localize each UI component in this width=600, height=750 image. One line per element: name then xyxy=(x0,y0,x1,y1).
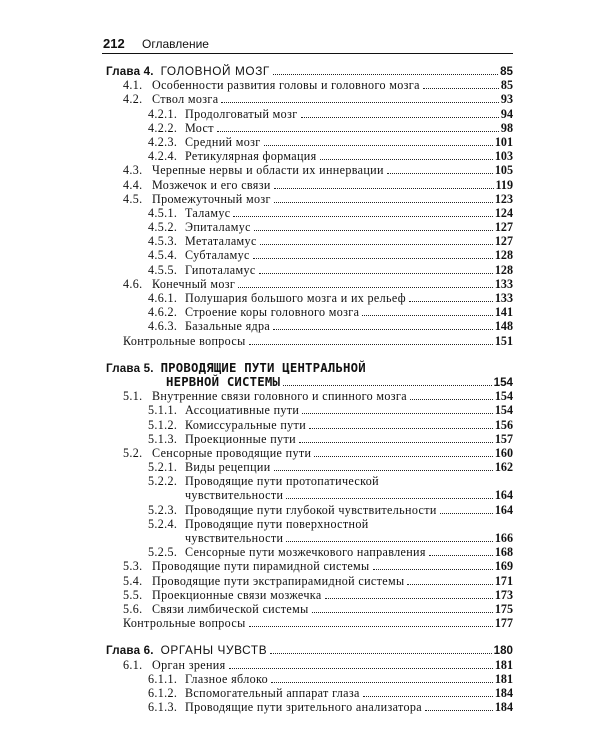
toc-text: Проводящие пути поверхностной xyxy=(185,516,369,531)
toc-entry-4-2-4[interactable] xyxy=(106,149,513,163)
toc-code: 5.4. xyxy=(123,573,143,588)
toc-code: 4.6.2. xyxy=(148,305,178,320)
toc-entry-4-6-2[interactable] xyxy=(106,305,513,319)
dot-leader xyxy=(274,188,494,189)
toc-text: Виды рецепции xyxy=(185,460,271,475)
toc-page-number: 151 xyxy=(494,333,513,348)
toc-text: Сенсорные пути мозжечкового направления xyxy=(185,545,426,560)
dot-leader xyxy=(238,287,493,288)
toc-text: Черепные нервы и области их иннервации xyxy=(152,163,384,178)
toc-code: 4.6.1. xyxy=(148,291,178,305)
header-rule xyxy=(102,53,513,54)
toc-entry-4-5-2[interactable] xyxy=(106,220,513,234)
toc-text: Субталамус xyxy=(185,248,250,263)
dot-leader xyxy=(273,74,498,75)
toc-text: Продолговатый мозг xyxy=(185,106,298,121)
toc-code: 4.5.2. xyxy=(148,220,178,235)
toc-page-number: 127 xyxy=(494,234,513,249)
toc-page-number: 85 xyxy=(500,78,513,93)
toc-text: Связи лимбической системы xyxy=(152,601,309,616)
toc-text-cont: чувствительности xyxy=(185,488,284,503)
toc-code: 5.1.1. xyxy=(148,403,178,418)
dot-leader xyxy=(260,244,493,245)
toc-page-number: 103 xyxy=(494,149,513,164)
chapter-title: ГОЛОВНОЙ МОЗГ xyxy=(160,64,270,78)
toc-entry-4-2[interactable] xyxy=(106,92,513,106)
running-title: Оглавление xyxy=(142,37,209,51)
dot-leader xyxy=(286,541,493,542)
toc-text: Метаталамус xyxy=(185,234,257,249)
toc-text: Базальные ядра xyxy=(185,319,271,334)
dot-leader xyxy=(410,399,493,400)
dot-leader xyxy=(407,584,492,585)
dot-leader xyxy=(425,710,493,711)
toc-page-number: 124 xyxy=(494,205,513,220)
toc-text: Средний мозг xyxy=(185,134,261,149)
toc-code: 4.2.1. xyxy=(148,106,178,121)
toc-page-number: 93 xyxy=(500,92,513,107)
toc-text: Мост xyxy=(185,120,214,135)
toc-chapter-6[interactable] xyxy=(106,643,513,657)
toc-entry-5-1-3[interactable] xyxy=(106,432,513,446)
toc-text: Таламус xyxy=(185,205,231,220)
toc-page-number: 128 xyxy=(494,262,513,277)
toc-text: Ствол мозга xyxy=(152,92,219,107)
toc-text: Внутренние связи головного и спинного мозга xyxy=(152,389,407,404)
toc-page-number: 85 xyxy=(500,65,513,78)
toc-entry-5-6[interactable] xyxy=(106,602,513,616)
toc-code: 5.1.2. xyxy=(148,417,178,432)
toc-code: 4.5.4. xyxy=(148,248,178,263)
dot-leader xyxy=(373,569,493,570)
chapter-label: Глава 5. xyxy=(106,361,154,375)
dot-leader xyxy=(229,668,493,669)
toc-entry-4-4[interactable] xyxy=(106,178,513,192)
toc-page-number: 184 xyxy=(494,700,513,715)
toc-text: Гипоталамус xyxy=(185,262,256,277)
toc-entry-4-6-3[interactable] xyxy=(106,319,513,333)
toc-text: Проводящие пути зрительного анализатора xyxy=(185,700,422,715)
toc-page-number: 156 xyxy=(494,417,513,432)
toc-chapter-4[interactable] xyxy=(106,64,513,78)
toc-code: 5.2. xyxy=(123,445,143,460)
dot-leader xyxy=(409,301,493,302)
toc-text: Ретикулярная формация xyxy=(185,149,317,164)
page-number: 212 xyxy=(103,36,125,51)
toc-page-number: 154 xyxy=(493,375,513,389)
toc-page-number: 169 xyxy=(494,559,513,574)
toc-page-number: 173 xyxy=(494,587,513,602)
dot-leader xyxy=(270,653,491,654)
toc-text: Проводящие пути пирамидной системы xyxy=(152,559,370,574)
dot-leader xyxy=(362,315,493,316)
dot-leader xyxy=(283,385,492,386)
toc-code: 4.2.3. xyxy=(148,134,178,149)
toc-text: Контрольные вопросы xyxy=(123,333,246,348)
toc-page-number: 181 xyxy=(494,671,513,686)
toc-text: Мозжечок и его связи xyxy=(152,177,271,192)
toc-page-number: 166 xyxy=(494,531,513,545)
dot-leader xyxy=(264,145,493,146)
toc-entry-5-2-1[interactable] xyxy=(106,460,513,474)
dot-leader xyxy=(249,626,493,627)
toc-text: Контрольные вопросы xyxy=(123,616,246,631)
dot-leader xyxy=(253,258,493,259)
toc-text: Ассоциативные пути xyxy=(185,403,300,418)
toc-page-number: 123 xyxy=(494,191,513,206)
toc-page-number: 168 xyxy=(494,545,513,560)
toc-entry-5-2-5[interactable] xyxy=(106,545,513,559)
toc-code: 4.2.2. xyxy=(148,120,178,135)
toc-page-number: 164 xyxy=(494,488,513,503)
toc-entry-6-1-1[interactable] xyxy=(106,672,513,686)
toc-entry-4-5-5[interactable] xyxy=(106,263,513,277)
toc-entry-5-5[interactable] xyxy=(106,588,513,602)
toc-entry-5-questions[interactable] xyxy=(106,616,513,630)
toc-entry-6-1[interactable] xyxy=(106,658,513,672)
toc-entry-5-3[interactable] xyxy=(106,559,513,573)
toc-entry-6-1-2[interactable] xyxy=(106,686,513,700)
toc-entry-5-1[interactable] xyxy=(106,389,513,403)
dot-leader xyxy=(320,159,493,160)
toc-entry-5-1-1[interactable] xyxy=(106,403,513,417)
toc-code: 5.5. xyxy=(123,587,143,602)
toc-page-number: 128 xyxy=(494,248,513,263)
toc-code: 5.2.4. xyxy=(148,516,178,531)
toc-page-number: 105 xyxy=(494,163,513,178)
toc-code: 4.5. xyxy=(123,191,143,206)
dot-leader xyxy=(274,470,493,471)
toc-entry-5-2-4[interactable] xyxy=(106,517,513,531)
toc-code: 5.1. xyxy=(123,389,143,404)
toc-page-number: 94 xyxy=(500,106,513,121)
toc-text: Орган зрения xyxy=(152,657,226,672)
dot-leader xyxy=(259,273,493,274)
dot-leader xyxy=(273,329,493,330)
toc-entry-4-6-1[interactable] xyxy=(106,291,513,305)
toc-text: Особенности развития головы и головного мозга xyxy=(152,78,420,93)
toc-entry-5-2-4-cont[interactable] xyxy=(106,531,513,545)
toc-chapter-5-cont[interactable] xyxy=(106,375,513,389)
dot-leader xyxy=(309,428,493,429)
toc-text: Промежуточный мозг xyxy=(152,191,271,206)
dot-leader xyxy=(217,131,499,132)
toc-code: 4.5.1. xyxy=(148,205,178,220)
dot-leader xyxy=(274,202,493,203)
toc-code: 6.1.3. xyxy=(148,700,178,715)
toc-page-number: 119 xyxy=(495,177,513,192)
toc-page-number: 164 xyxy=(494,502,513,517)
chapter-title-line-2: НЕРВНОЙ СИСТЕМЫ xyxy=(166,374,281,389)
toc-page-number: 98 xyxy=(500,120,513,135)
toc-text: Сенсорные проводящие пути xyxy=(152,445,312,460)
toc-page-number: 133 xyxy=(494,291,513,305)
dot-leader xyxy=(314,456,493,457)
toc-entry-4-1[interactable] xyxy=(106,78,513,92)
toc-text: Проекционные пути xyxy=(185,431,296,446)
toc-page-number: 154 xyxy=(494,389,513,404)
toc-entry-4-2-2[interactable] xyxy=(106,121,513,135)
dot-leader xyxy=(249,344,493,345)
toc-code: 4.2.4. xyxy=(148,149,178,164)
chapter-label: Глава 4. xyxy=(106,65,154,78)
dot-leader xyxy=(363,696,493,697)
toc-code: 4.5.3. xyxy=(148,234,178,249)
toc-entry-4-5-4[interactable] xyxy=(106,248,513,262)
toc-text-cont: чувствительности xyxy=(185,531,284,545)
dot-leader xyxy=(271,682,493,683)
toc-entry-5-2-2-cont[interactable] xyxy=(106,488,513,502)
dot-leader xyxy=(254,230,493,231)
toc-entry-4-5-1[interactable] xyxy=(106,206,513,220)
toc-entry-6-1-3[interactable] xyxy=(106,700,513,714)
dot-leader xyxy=(299,442,493,443)
toc-page-number: 177 xyxy=(494,616,513,631)
toc-code: 4.2. xyxy=(123,92,143,107)
chapter-title: ОРГАНЫ ЧУВСТВ xyxy=(160,643,268,658)
toc-entry-4-6[interactable] xyxy=(106,277,513,291)
toc-code: 4.1. xyxy=(123,78,143,93)
toc-text: Строение коры головного мозга xyxy=(185,305,360,320)
toc-text: Конечный мозг xyxy=(152,276,236,291)
toc-entry-5-1-2[interactable] xyxy=(106,418,513,432)
toc-chapter-5[interactable] xyxy=(106,361,513,375)
toc-code: 6.1. xyxy=(123,657,143,672)
dot-leader xyxy=(387,173,493,174)
toc-entry-4-2-3[interactable] xyxy=(106,135,513,149)
toc-entry-5-2-3[interactable] xyxy=(106,503,513,517)
toc-page-number: 101 xyxy=(494,134,513,149)
toc-text: Проводящие пути экстрапирамидной системы xyxy=(152,573,405,588)
toc-entry-4-5[interactable] xyxy=(106,192,513,206)
chapter-title-line-1: ПРОВОДЯЩИЕ ПУТИ ЦЕНТРАЛЬНОЙ xyxy=(160,360,366,375)
toc-page-number: 175 xyxy=(494,601,513,616)
toc-code: 6.1.2. xyxy=(148,685,178,700)
toc-code: 5.2.2. xyxy=(148,474,178,489)
toc-page-number: 157 xyxy=(494,431,513,446)
toc-code: 4.3. xyxy=(123,163,143,178)
dot-leader xyxy=(301,117,499,118)
toc-code: 5.6. xyxy=(123,601,143,616)
toc-page-number: 162 xyxy=(494,460,513,475)
dot-leader xyxy=(429,555,493,556)
toc-text: Вспомогательный аппарат глаза xyxy=(185,685,360,700)
toc-page-number: 127 xyxy=(494,220,513,235)
toc-page-number: 171 xyxy=(494,573,513,588)
toc-code: 5.2.5. xyxy=(148,545,178,560)
toc-entry-4-3[interactable] xyxy=(106,163,513,177)
dot-leader xyxy=(325,598,493,599)
toc-entry-4-2-1[interactable] xyxy=(106,107,513,121)
toc-page-number: 184 xyxy=(494,685,513,700)
toc-code: 5.1.3. xyxy=(148,431,178,446)
toc-page-number: 180 xyxy=(493,644,513,658)
chapter-label: Глава 6. xyxy=(106,644,154,658)
toc-text: Комиссуральные пути xyxy=(185,417,307,432)
toc-page-number: 148 xyxy=(494,319,513,334)
toc-text: Проекционные связи мозжечка xyxy=(152,587,322,602)
toc-text: Глазное яблоко xyxy=(185,671,269,686)
toc-code: 5.3. xyxy=(123,559,143,574)
dot-leader xyxy=(233,216,492,217)
toc-entry-5-2[interactable] xyxy=(106,446,513,460)
toc-code: 4.6.3. xyxy=(148,319,178,334)
toc-page-number: 160 xyxy=(494,445,513,460)
toc-entry-5-2-2[interactable] xyxy=(106,474,513,488)
toc-page-number: 181 xyxy=(494,657,513,672)
toc-entry-5-4[interactable] xyxy=(106,574,513,588)
dot-leader xyxy=(221,102,498,103)
dot-leader xyxy=(286,498,493,499)
toc-text: Полушария большого мозга и их рельеф xyxy=(185,291,406,305)
toc-entry-4-questions[interactable] xyxy=(106,334,513,348)
toc-code: 4.4. xyxy=(123,177,143,192)
toc-code: 5.2.3. xyxy=(148,502,178,517)
toc-text: Проводящие пути глубокой чувствительности xyxy=(185,502,437,517)
toc-text: Проводящие пути протопатической xyxy=(185,474,379,489)
toc-code: 5.2.1. xyxy=(148,460,178,475)
dot-leader xyxy=(312,612,493,613)
dot-leader xyxy=(423,88,499,89)
toc-code: 4.6. xyxy=(123,276,143,291)
toc-page-number: 154 xyxy=(494,403,513,418)
toc-text: Эпиталамус xyxy=(185,220,251,235)
dot-leader xyxy=(302,413,493,414)
dot-leader xyxy=(440,513,493,514)
toc-page-number: 141 xyxy=(494,305,513,320)
table-of-contents xyxy=(106,64,513,714)
toc-page-number: 133 xyxy=(494,276,513,291)
toc-entry-4-5-3[interactable] xyxy=(106,234,513,248)
toc-code: 6.1.1. xyxy=(148,671,178,686)
toc-code: 4.5.5. xyxy=(148,262,178,277)
